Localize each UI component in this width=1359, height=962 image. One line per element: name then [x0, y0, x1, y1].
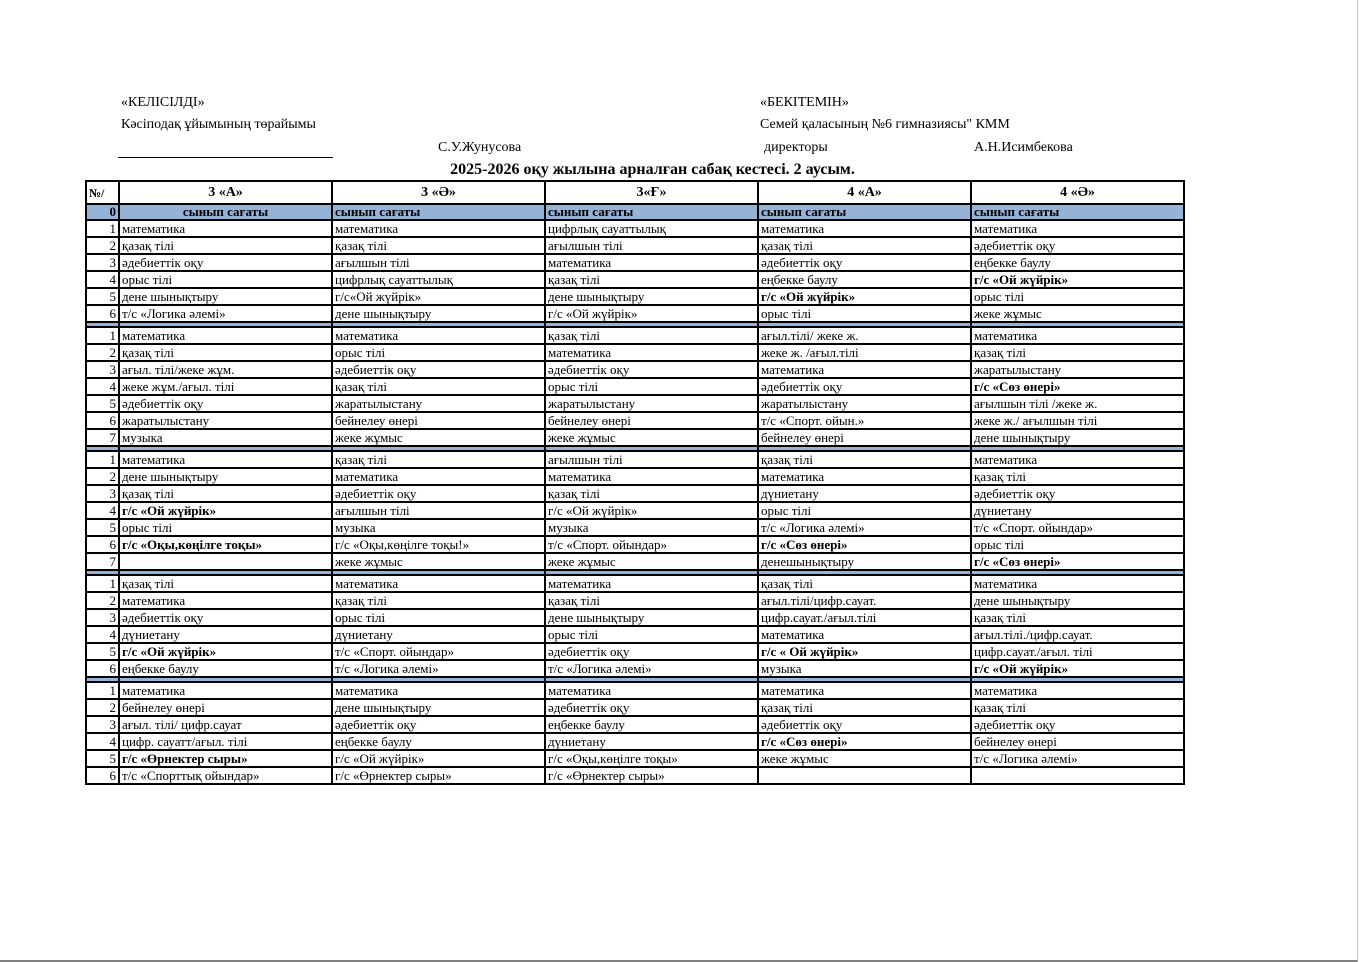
lesson-cell: бейнелеу өнері [119, 699, 332, 716]
lesson-cell: г/с «Ой жүйрік» [758, 288, 971, 305]
lesson-number: 1 [86, 451, 119, 468]
lesson-cell: жеке жұмыс [545, 429, 758, 446]
lesson-cell: жеке жұмыс [332, 553, 545, 570]
lesson-cell: еңбекке баулу [119, 660, 332, 677]
lesson-row [86, 429, 1184, 446]
lesson-cell: математика [545, 682, 758, 699]
lesson-cell: жаратылыстану [971, 361, 1184, 378]
lesson-cell: қазақ тілі [971, 699, 1184, 716]
lesson-cell: ағылшын тілі [545, 237, 758, 254]
lesson-cell: жеке жұмыс [332, 429, 545, 446]
lesson-cell: т/с «Спорттық ойындар» [119, 767, 332, 784]
lesson-cell: математика [332, 575, 545, 592]
schedule-title: 2025-2026 оқу жылына арналған сабақ кестесі. 2 аусым. [450, 161, 855, 178]
lesson-cell: математика [119, 451, 332, 468]
lesson-number: 4 [86, 626, 119, 643]
lesson-cell: цифр.сауат./ағыл. тілі [971, 643, 1184, 660]
lesson-cell: музыка [545, 519, 758, 536]
lesson-cell: қазақ тілі [332, 592, 545, 609]
lesson-cell: қазақ тілі [119, 344, 332, 361]
lesson-number: 6 [86, 305, 119, 322]
lesson-cell: дене шынықтыру [545, 609, 758, 626]
lesson-number: 5 [86, 288, 119, 305]
lesson-cell: математика [119, 220, 332, 237]
lesson-cell: математика [119, 592, 332, 609]
lesson-cell: г/с «Ой жүйрік» [119, 643, 332, 660]
lesson-cell: математика [971, 451, 1184, 468]
lesson-cell: еңбекке баулу [545, 716, 758, 733]
lesson-cell: бейнелеу өнері [971, 733, 1184, 750]
lesson-cell: математика [758, 626, 971, 643]
lesson-cell: математика [332, 220, 545, 237]
lesson-cell: әдебиеттік оқу [119, 254, 332, 271]
lesson-cell [119, 553, 332, 570]
lesson-number: 2 [86, 592, 119, 609]
lesson-cell: қазақ тілі [758, 237, 971, 254]
column-header-number: №/ [86, 181, 119, 204]
column-header-3ae: 3 «Ә» [332, 181, 545, 204]
lesson-number: 6 [86, 660, 119, 677]
lesson-row [86, 626, 1184, 643]
lesson-row [86, 288, 1184, 305]
lesson-cell: бейнелеу өнері [758, 429, 971, 446]
lesson-cell: дене шынықтыру [332, 305, 545, 322]
lesson-cell: қазақ тілі [758, 451, 971, 468]
lesson-row [86, 536, 1184, 553]
lesson-cell: орыс тілі [119, 519, 332, 536]
lesson-cell: цифр.сауат./ағыл.тілі [758, 609, 971, 626]
lesson-cell: г/с «Оқы,көңілге тоқы» [119, 536, 332, 553]
lesson-row [86, 485, 1184, 502]
lesson-cell: ағыл. тілі/ цифр.сауат [119, 716, 332, 733]
lesson-cell: математика [971, 327, 1184, 344]
lesson-number: 7 [86, 429, 119, 446]
lesson-cell: қазақ тілі [971, 344, 1184, 361]
lesson-cell: т/с «Логика әлемі» [545, 660, 758, 677]
lesson-row [86, 592, 1184, 609]
right-position-label: директоры [764, 140, 828, 155]
right-signatory-name: А.Н.Исимбекова [974, 140, 1073, 155]
lesson-cell: математика [758, 682, 971, 699]
lesson-cell: г/с « Ой жүйрік» [758, 643, 971, 660]
lesson-cell: ағыл.тілі./цифр.сауат. [971, 626, 1184, 643]
lesson-cell: әдебиеттік оқу [545, 699, 758, 716]
lesson-row [86, 733, 1184, 750]
lesson-cell: дене шынықтыру [545, 288, 758, 305]
lesson-cell: математика [758, 361, 971, 378]
lesson-cell: т/с «Спорт. ойын.» [758, 412, 971, 429]
lesson-cell: еңбекке баулу [971, 254, 1184, 271]
lesson-cell: орыс тілі [758, 305, 971, 322]
lesson-row [86, 237, 1184, 254]
lesson-cell: қазақ тілі [545, 271, 758, 288]
lesson-cell: қазақ тілі [758, 575, 971, 592]
lesson-number: 1 [86, 682, 119, 699]
lesson-row [86, 344, 1184, 361]
lesson-row [86, 327, 1184, 344]
lesson-number: 7 [86, 553, 119, 570]
lesson-cell: дене шынықтыру [119, 288, 332, 305]
lesson-number: 2 [86, 699, 119, 716]
lesson-cell: сынып сағаты [758, 204, 971, 220]
lesson-cell: жаратылыстану [758, 395, 971, 412]
lesson-cell: қазақ тілі [332, 451, 545, 468]
lesson-cell: дене шынықтыру [332, 699, 545, 716]
lesson-cell: бейнелеу өнері [545, 412, 758, 429]
lesson-number: 6 [86, 767, 119, 784]
lesson-row [86, 412, 1184, 429]
lesson-cell: қазақ тілі [119, 485, 332, 502]
lesson-row [86, 609, 1184, 626]
lesson-row [86, 451, 1184, 468]
lesson-cell: жаратылыстану [332, 395, 545, 412]
lesson-cell: математика [545, 468, 758, 485]
lesson-cell: ағылшын тілі [332, 254, 545, 271]
lesson-number: 6 [86, 412, 119, 429]
lesson-cell: дүниетану [545, 733, 758, 750]
lesson-cell: әдебиеттік оқу [971, 716, 1184, 733]
right-approved-label: «БЕКІТЕМІН» [760, 95, 849, 110]
lesson-row [86, 699, 1184, 716]
lesson-cell: т/с «Спорт. ойындар» [332, 643, 545, 660]
lesson-cell: ағылшын тілі [545, 451, 758, 468]
lesson-cell: г/с «Ой жүйрік» [545, 305, 758, 322]
lesson-row [86, 254, 1184, 271]
lesson-cell [758, 767, 971, 784]
schedule-body [86, 204, 1184, 784]
lesson-cell: орыс тілі [332, 344, 545, 361]
lesson-cell: ағыл.тілі/цифр.сауат. [758, 592, 971, 609]
lesson-row [86, 682, 1184, 699]
lesson-cell: қазақ тілі [545, 327, 758, 344]
lesson-cell: математика [971, 220, 1184, 237]
lesson-cell: орыс тілі [971, 288, 1184, 305]
lesson-cell: ағылшын тілі [332, 502, 545, 519]
lesson-cell: қазақ тілі [545, 592, 758, 609]
lesson-cell: орыс тілі [758, 502, 971, 519]
lesson-cell: қазақ тілі [119, 575, 332, 592]
lesson-number: 3 [86, 609, 119, 626]
lesson-number: 6 [86, 536, 119, 553]
lesson-row [86, 305, 1184, 322]
lesson-number: 5 [86, 750, 119, 767]
column-header-3gh: 3«Ғ» [545, 181, 758, 204]
lesson-cell: математика [119, 682, 332, 699]
lesson-cell: әдебиеттік оқу [758, 254, 971, 271]
lesson-cell: г/с «Өрнектер сыры» [545, 767, 758, 784]
lesson-cell: орыс тілі [545, 626, 758, 643]
lesson-cell: әдебиеттік оқу [545, 361, 758, 378]
lesson-cell: т/с «Логика әлемі» [971, 750, 1184, 767]
lesson-number: 3 [86, 361, 119, 378]
lesson-row [86, 395, 1184, 412]
lesson-cell: әдебиеттік оқу [332, 716, 545, 733]
lesson-cell: дене шынықтыру [971, 592, 1184, 609]
signature-line [118, 157, 333, 158]
lesson-cell: сынып сағаты [971, 204, 1184, 220]
lesson-cell: дүниетану [758, 485, 971, 502]
lesson-cell: ағыл.тілі/ жеке ж. [758, 327, 971, 344]
lesson-cell: г/с «Оқы,көңілге тоқы!» [332, 536, 545, 553]
lesson-cell: жеке ж./ ағылшын тілі [971, 412, 1184, 429]
lesson-cell: денешынықтыру [758, 553, 971, 570]
column-header-4a: 4 «А» [758, 181, 971, 204]
lesson-number: 0 [86, 204, 119, 220]
lesson-cell: т/с «Спорт. ойындар» [971, 519, 1184, 536]
lesson-cell: математика [332, 468, 545, 485]
lesson-cell: қазақ тілі [758, 699, 971, 716]
lesson-number: 5 [86, 643, 119, 660]
lesson-cell: сынып сағаты [119, 204, 332, 220]
lesson-cell: орыс тілі [332, 609, 545, 626]
lesson-cell: музыка [758, 660, 971, 677]
lesson-cell: математика [545, 344, 758, 361]
lesson-cell: цифрлық сауаттылық [332, 271, 545, 288]
lesson-number: 5 [86, 519, 119, 536]
right-organization-label: Семей қаласының №6 гимназиясы" КММ [760, 117, 1010, 132]
lesson-cell: математика [119, 327, 332, 344]
lesson-cell: г/с «Ой жүйрік» [332, 750, 545, 767]
lesson-cell: г/с «Өрнектер сыры» [332, 767, 545, 784]
column-header-3a: 3 «А» [119, 181, 332, 204]
lesson-cell: математика [545, 575, 758, 592]
table-header-row [86, 181, 1184, 204]
lesson-cell: цифр. сауатт/ағыл. тілі [119, 733, 332, 750]
lesson-cell: математика [332, 327, 545, 344]
lesson-cell: математика [758, 220, 971, 237]
left-approved-label: «КЕЛІСІЛДІ» [121, 95, 205, 110]
lesson-cell: ағыл. тілі/жеке жұм. [119, 361, 332, 378]
lesson-cell: әдебиеттік оқу [758, 378, 971, 395]
lesson-number: 2 [86, 468, 119, 485]
lesson-cell: қазақ тілі [332, 237, 545, 254]
lesson-cell: бейнелеу өнері [332, 412, 545, 429]
lesson-row [86, 468, 1184, 485]
lesson-cell: сынып сағаты [332, 204, 545, 220]
lesson-cell: дене шынықтыру [971, 429, 1184, 446]
lesson-cell: т/с «Логика әлемі» [332, 660, 545, 677]
lesson-number: 2 [86, 237, 119, 254]
lesson-cell: г/с «Сөз өнері» [758, 733, 971, 750]
lesson-row [86, 553, 1184, 570]
lesson-cell: г/с «Сөз өнері» [971, 553, 1184, 570]
lesson-number: 4 [86, 378, 119, 395]
lesson-cell: әдебиеттік оқу [971, 485, 1184, 502]
lesson-number: 1 [86, 575, 119, 592]
lesson-cell: дүниетану [332, 626, 545, 643]
lesson-cell: г/с «Өрнектер сыры» [119, 750, 332, 767]
lesson-row [86, 660, 1184, 677]
schedule-table [85, 180, 1185, 785]
lesson-number: 4 [86, 502, 119, 519]
lesson-cell: г/с «Ой жүйрік» [971, 660, 1184, 677]
lesson-row [86, 502, 1184, 519]
lesson-cell: әдебиеттік оқу [332, 361, 545, 378]
lesson-row [86, 519, 1184, 536]
left-position-label: Кәсіподақ ұйымының төрайымы [121, 117, 316, 132]
lesson-cell: сынып сағаты [545, 204, 758, 220]
lesson-cell: әдебиеттік оқу [119, 395, 332, 412]
lesson-row [86, 716, 1184, 733]
lesson-cell: г/с «Ой жүйрік» [119, 502, 332, 519]
lesson-row [86, 575, 1184, 592]
lesson-cell [971, 767, 1184, 784]
lesson-cell: музыка [119, 429, 332, 446]
lesson-cell: қазақ тілі [119, 237, 332, 254]
column-header-4ae: 4 «Ә» [971, 181, 1184, 204]
lesson-cell: г/с «Ой жүйрік» [545, 502, 758, 519]
left-signatory-name: С.У.Жунусова [438, 140, 522, 155]
lesson-number: 4 [86, 271, 119, 288]
lesson-number: 3 [86, 716, 119, 733]
lesson-cell: г/с «Оқы,көңілге тоқы» [545, 750, 758, 767]
lesson-cell: музыка [332, 519, 545, 536]
lesson-cell: орыс тілі [119, 271, 332, 288]
lesson-row [86, 271, 1184, 288]
class-hour-row [86, 204, 1184, 220]
lesson-number: 2 [86, 344, 119, 361]
lesson-cell: жеке ж. /ағыл.тілі [758, 344, 971, 361]
lesson-row [86, 378, 1184, 395]
lesson-cell: математика [545, 254, 758, 271]
lesson-cell: г/с«Ой жүйрік» [332, 288, 545, 305]
lesson-cell: математика [971, 682, 1184, 699]
lesson-cell: әдебиеттік оқу [545, 643, 758, 660]
lesson-cell: жеке жұмыс [971, 305, 1184, 322]
lesson-cell: дене шынықтыру [119, 468, 332, 485]
lesson-number: 4 [86, 733, 119, 750]
lesson-cell: орыс тілі [545, 378, 758, 395]
lesson-cell: қазақ тілі [545, 485, 758, 502]
lesson-cell: әдебиеттік оқу [971, 237, 1184, 254]
lesson-cell: еңбекке баулу [332, 733, 545, 750]
lesson-cell: жеке жұм./ағыл. тілі [119, 378, 332, 395]
lesson-cell: дүниетану [119, 626, 332, 643]
lesson-cell: әдебиеттік оқу [758, 716, 971, 733]
lesson-cell: математика [758, 468, 971, 485]
lesson-cell: цифрлық сауаттылық [545, 220, 758, 237]
lesson-cell: қазақ тілі [971, 468, 1184, 485]
lesson-cell: әдебиеттік оқу [119, 609, 332, 626]
lesson-cell: г/с «Сөз өнері» [971, 378, 1184, 395]
lesson-row [86, 220, 1184, 237]
lesson-number: 1 [86, 220, 119, 237]
lesson-cell: т/с «Спорт. ойындар» [545, 536, 758, 553]
lesson-cell: дүниетану [971, 502, 1184, 519]
lesson-cell: әдебиеттік оқу [332, 485, 545, 502]
lesson-cell: т/с «Логика әлемі» [758, 519, 971, 536]
lesson-cell: орыс тілі [971, 536, 1184, 553]
lesson-cell: қазақ тілі [332, 378, 545, 395]
lesson-number: 3 [86, 485, 119, 502]
lesson-row [86, 767, 1184, 784]
lesson-number: 1 [86, 327, 119, 344]
lesson-cell: қазақ тілі [971, 609, 1184, 626]
lesson-cell: г/с «Ой жүйрік» [971, 271, 1184, 288]
lesson-cell: жаратылыстану [119, 412, 332, 429]
lesson-cell: жеке жұмыс [545, 553, 758, 570]
lesson-cell: ағылшын тілі /жеке ж. [971, 395, 1184, 412]
lesson-cell: математика [971, 575, 1184, 592]
lesson-cell: жаратылыстану [545, 395, 758, 412]
lesson-cell: еңбекке баулу [758, 271, 971, 288]
lesson-cell: т/с «Логика әлемі» [119, 305, 332, 322]
lesson-number: 3 [86, 254, 119, 271]
lesson-cell: жеке жұмыс [758, 750, 971, 767]
lesson-row [86, 750, 1184, 767]
lesson-cell: математика [332, 682, 545, 699]
lesson-row [86, 643, 1184, 660]
lesson-row [86, 361, 1184, 378]
lesson-number: 5 [86, 395, 119, 412]
lesson-cell: г/с «Сөз өнері» [758, 536, 971, 553]
